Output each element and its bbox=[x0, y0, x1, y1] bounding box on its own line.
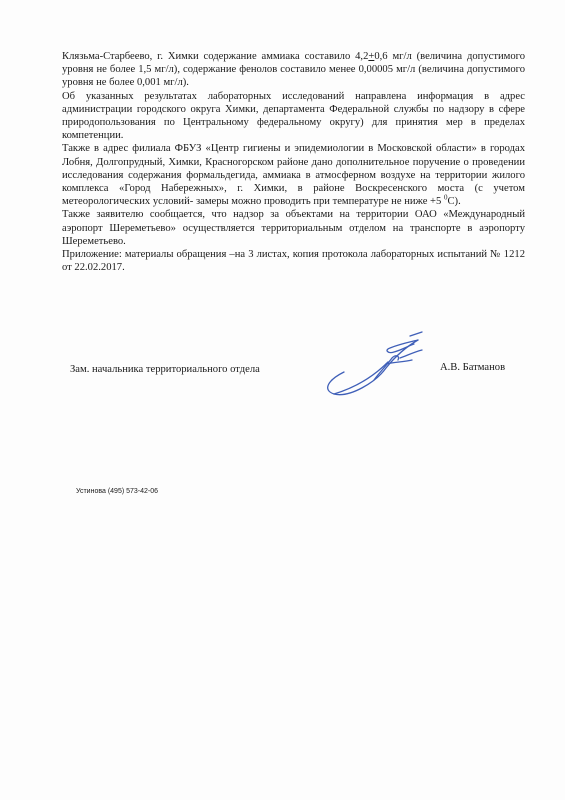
letter-body bbox=[62, 50, 525, 274]
paragraph-measurements-part2: 0,6 мг/л (величина допустимого уровня не более 1,5 мг/л), содержание фенолов составило менее 0,00005 мг/л (величина допустимого уровня не более 0,001 мг/л). bbox=[62, 51, 525, 89]
paragraph-airport-supervision: Также заявителю сообщается, что надзор за объектами на территории ОАО «Международный аэропорт Шереметьево» осуществляется территориальным отделом на транспорте в аэропорту Шереметьево. bbox=[62, 209, 525, 247]
paragraph-additional-order-part1: Также в адрес филиала ФБУЗ «Центр гигиены и эпидемиологии в Московской области» в городах Лобня, Долгопрудный, Химки, Красногорском районе дано дополнительное поручение о проведении исследования содержания формальдегида, аммиака в атмосферном воздухе на территории жилого комплекса «Город Набережных», г. Химки, в районе Воскресенского моста (с учетом метеорологических условий- замеры можно проводить при температуре не ниже +5 bbox=[62, 143, 525, 208]
paragraph-additional-order-part2: С). bbox=[447, 196, 461, 208]
executor-contact: Устинова (495) 573-42-06 bbox=[76, 488, 159, 495]
signature-block bbox=[70, 364, 520, 380]
paragraph-measurements-part1: Клязьма-Старбеево, г. Химки содержание аммиака составило 4,2 bbox=[62, 51, 369, 62]
signatory-name: А.В. Батманов bbox=[440, 362, 506, 373]
signatory-position: Зам. начальника территориального отдела bbox=[70, 364, 260, 375]
paragraph-measurements bbox=[62, 50, 525, 90]
handwritten-signature bbox=[314, 328, 432, 398]
paragraph-additional-order bbox=[62, 142, 525, 208]
paragraph-information-sent: Об указанных результатах лабораторных исследований направлена информация в адрес администрации городского округа Химки, департамента Федеральной службы по надзору в сфере природопользования по Центральному федеральному округу) для принятия мер в пределах компетенции. bbox=[62, 90, 525, 142]
plus-minus-sign: + bbox=[368, 51, 375, 62]
paragraph-attachment: Приложение: материалы обращения –на 3 листах, копия протокола лабораторных испытаний № 1212 от 22.02.2017. bbox=[62, 249, 525, 274]
degree-superscript: 0 bbox=[443, 193, 448, 202]
